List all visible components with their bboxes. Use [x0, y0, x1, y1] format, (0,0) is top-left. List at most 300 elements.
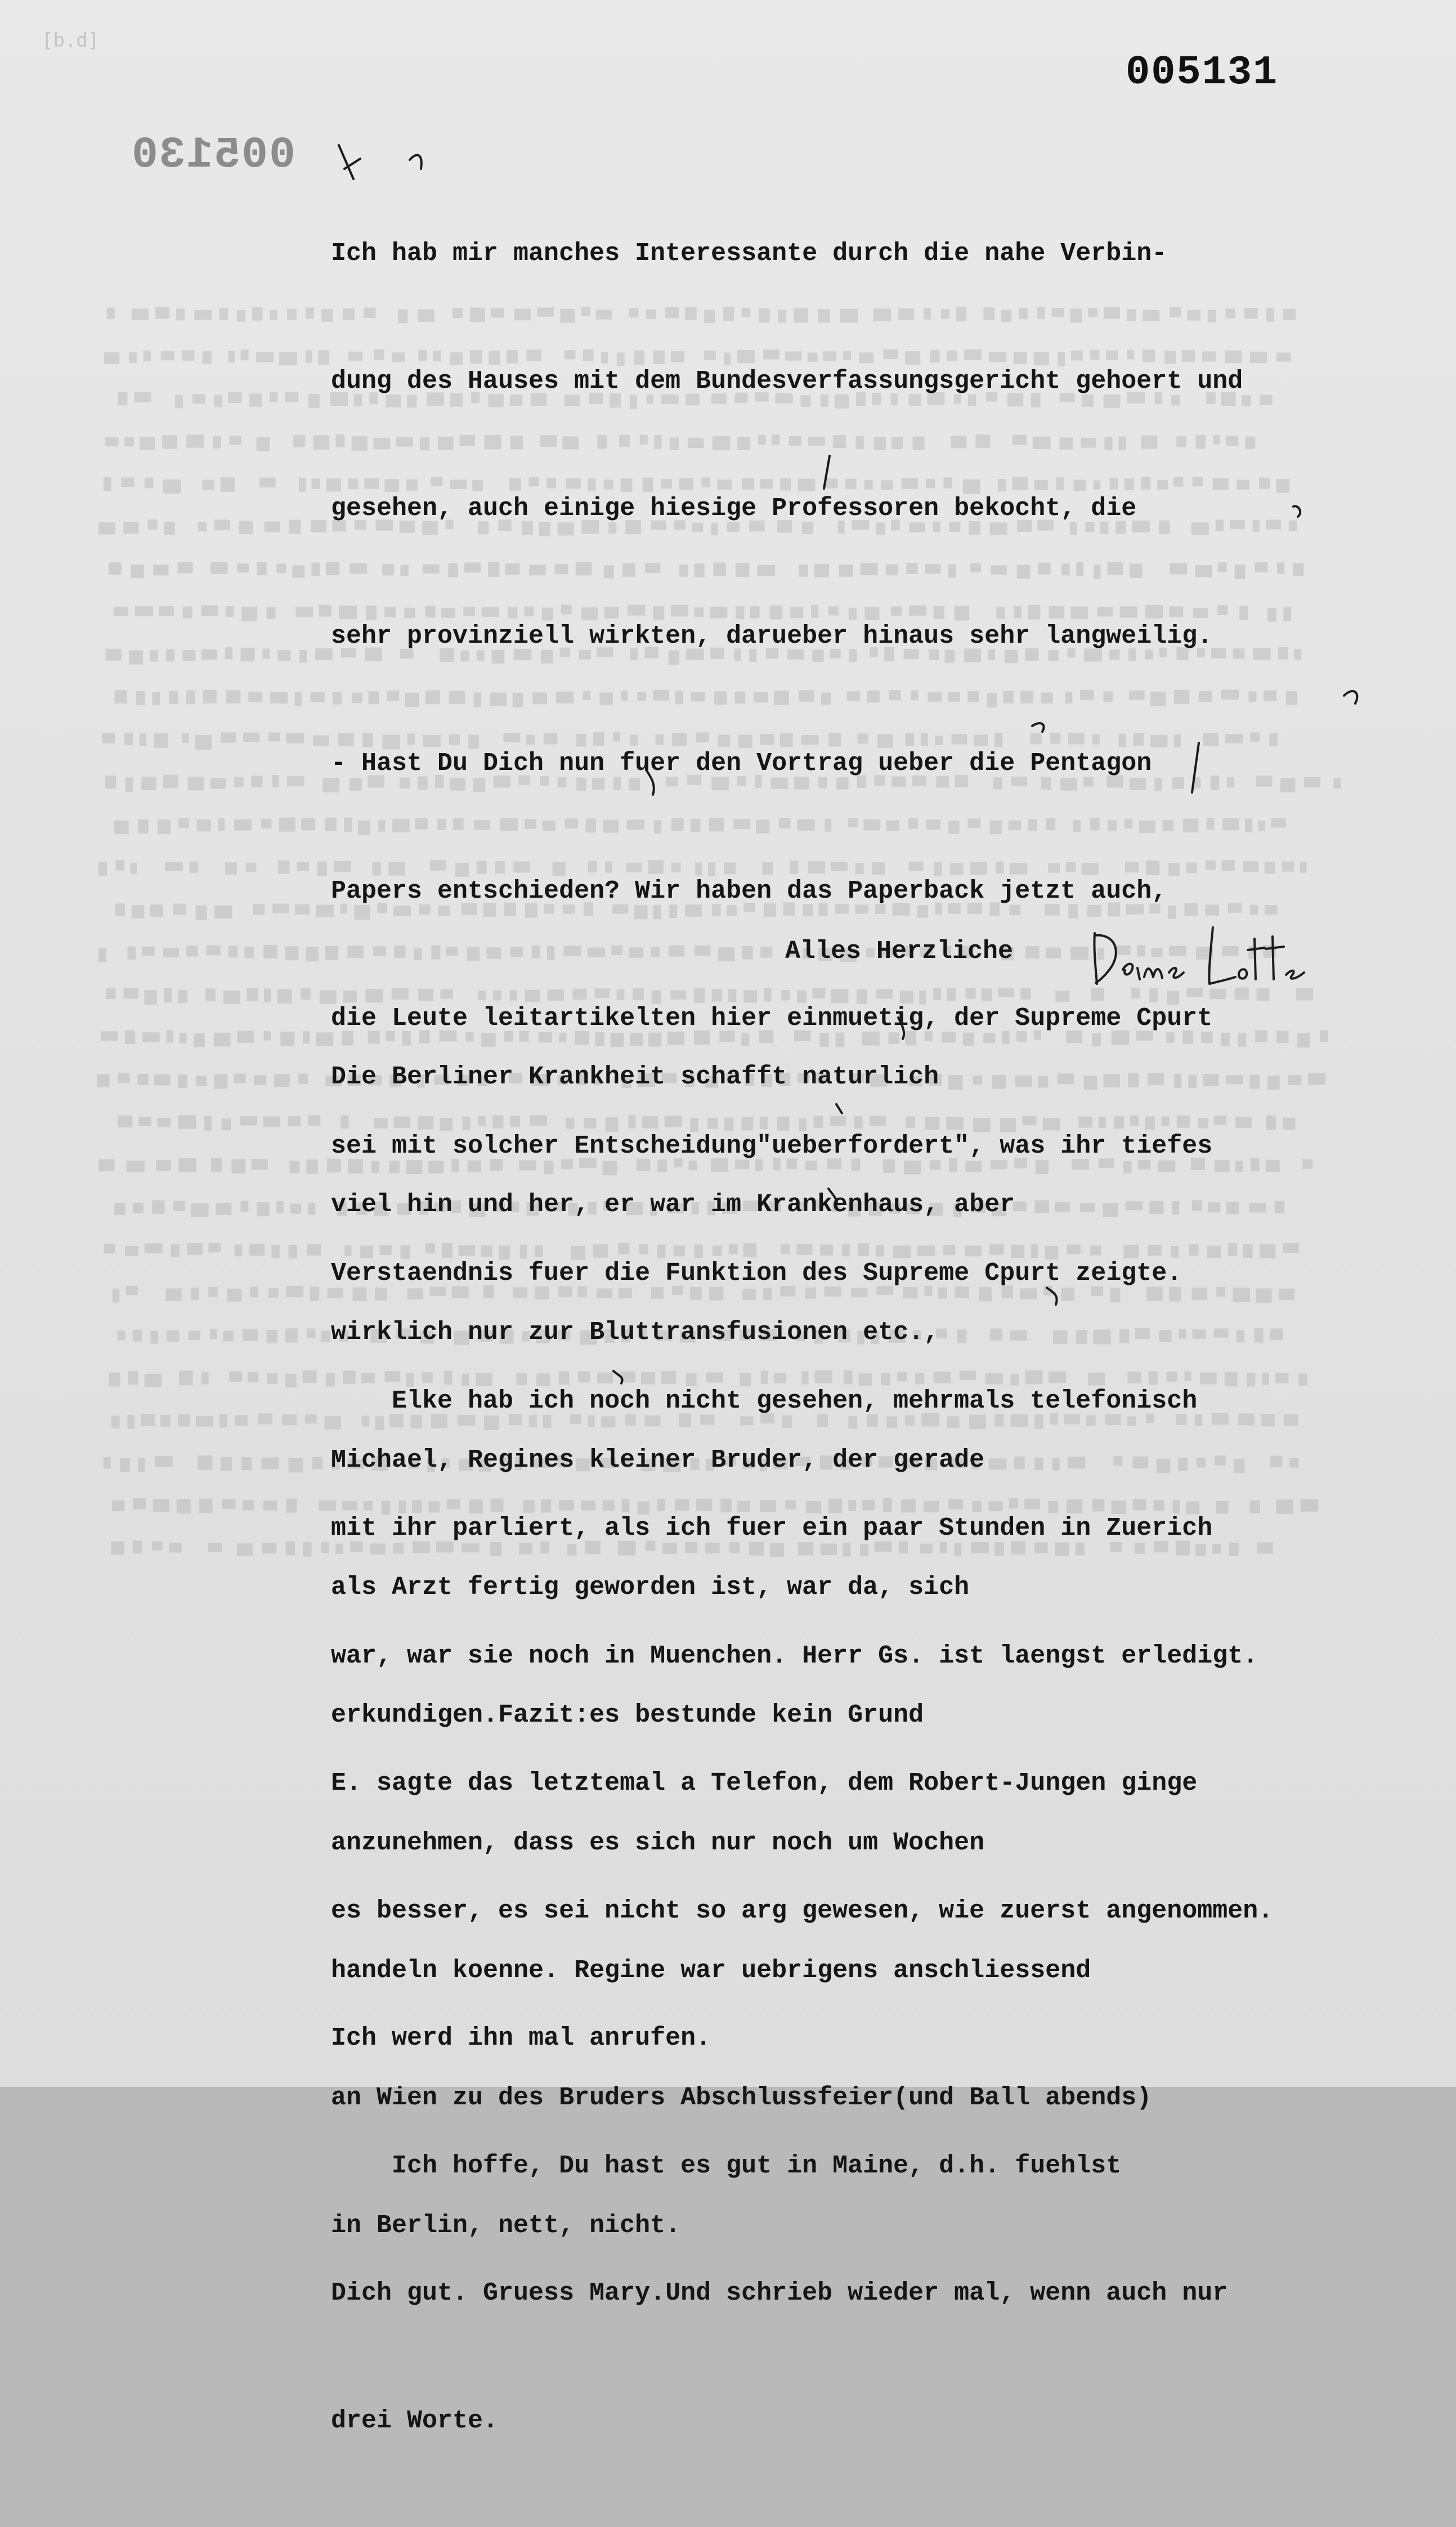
bleed-glyph: [1276, 479, 1290, 493]
bleed-glyph: [311, 563, 320, 576]
bleed-glyph: [109, 1373, 120, 1387]
letter-line: drei Worte.: [331, 2406, 499, 2435]
bleed-glyph: [317, 862, 327, 876]
bleed-glyph: [1297, 1033, 1310, 1048]
bleed-glyph: [214, 906, 232, 919]
bleed-glyph: [1275, 1373, 1288, 1383]
bleed-glyph: [210, 778, 226, 789]
bleed-glyph: [194, 310, 212, 320]
bleed-glyph: [129, 651, 143, 665]
bleed-glyph: [249, 393, 262, 407]
bleed-glyph: [1276, 1499, 1293, 1514]
bleed-glyph: [112, 1500, 124, 1511]
bleed-glyph: [133, 1203, 144, 1213]
bleed-glyph: [1283, 1243, 1299, 1253]
bleed-glyph: [303, 1542, 312, 1557]
bleed-glyph: [295, 692, 302, 706]
bleed-glyph: [234, 819, 252, 831]
letter-line: Verstaendnis fuer die Funktion des Supreme Cpurt zeigte.: [331, 1259, 1182, 1288]
bleed-glyph: [243, 1500, 254, 1511]
letter-line: Ich hoffe, Du hast es gut in Maine, d.h. fuehlst: [331, 2151, 1122, 2180]
bleed-glyph: [133, 1541, 142, 1554]
bleed-glyph: [191, 1288, 199, 1300]
bleed-glyph: [210, 1329, 217, 1339]
bleed-glyph: [299, 650, 307, 663]
bleed-glyph: [319, 350, 329, 365]
bleed-glyph: [231, 1159, 245, 1173]
bleed-glyph: [133, 1498, 146, 1509]
bleed-glyph: [177, 1499, 191, 1513]
letter-line: sei mit solcher Entscheidung"ueberfordert", was ihr tiefes: [331, 1131, 1213, 1161]
bleed-glyph: [1294, 649, 1302, 660]
bleed-glyph: [124, 437, 134, 446]
bleed-glyph: [132, 905, 145, 918]
postscript-line: Michael, Regines kleiner Bruder, der gerade: [331, 1445, 985, 1475]
bleed-glyph: [268, 732, 280, 741]
bleed-glyph: [214, 1033, 231, 1047]
bleed-glyph: [252, 307, 263, 321]
bleed-glyph: [289, 520, 301, 534]
bleed-glyph: [178, 1414, 190, 1427]
bleed-glyph: [166, 649, 175, 661]
bleed-glyph: [263, 945, 277, 958]
bleed-glyph: [1276, 353, 1291, 362]
bleed-glyph: [225, 647, 232, 659]
bleed-glyph: [237, 1543, 253, 1556]
bleed-glyph: [138, 1458, 145, 1472]
bleed-glyph: [1288, 1075, 1302, 1085]
bleed-glyph: [306, 351, 312, 363]
bleed-glyph: [118, 1073, 130, 1083]
bleed-glyph: [219, 308, 229, 321]
bleed-through-number: 005130: [131, 131, 295, 180]
bleed-glyph: [127, 1415, 135, 1429]
letter-line: es besser, es sei nicht so arg gewesen, wie zuerst angenommen.: [331, 1896, 1274, 1925]
bleed-glyph: [221, 732, 236, 742]
bleed-glyph: [98, 862, 107, 876]
bleed-glyph: [1302, 1159, 1312, 1169]
bleed-glyph: [150, 650, 158, 661]
bleed-glyph: [1320, 1030, 1328, 1042]
bleed-glyph: [118, 392, 127, 406]
document-number: 005131: [1126, 50, 1279, 96]
bleed-glyph: [312, 478, 320, 489]
bleed-glyph: [241, 350, 249, 360]
bleed-glyph: [208, 1287, 217, 1297]
bleed-glyph: [152, 1200, 164, 1214]
bleed-glyph: [196, 1416, 213, 1427]
bleed-glyph: [270, 310, 278, 320]
bleed-glyph: [285, 392, 299, 402]
bleed-glyph: [126, 777, 133, 792]
bleed-glyph: [227, 1289, 241, 1302]
bleed-glyph: [244, 947, 253, 958]
bleed-glyph: [221, 1457, 232, 1471]
bleed-glyph: [1308, 1073, 1325, 1085]
bleed-glyph: [105, 776, 117, 788]
bleed-glyph: [280, 1032, 294, 1046]
bleed-glyph: [159, 606, 174, 616]
bleed-glyph: [210, 562, 227, 574]
bleed-glyph: [223, 1330, 234, 1341]
bleed-glyph: [133, 1330, 142, 1342]
bleed-glyph: [253, 904, 265, 915]
bleed-glyph: [194, 1033, 205, 1047]
bleed-glyph: [313, 736, 329, 746]
bleed-glyph: [114, 607, 128, 616]
bleed-glyph: [223, 991, 240, 1004]
bleed-glyph: [192, 394, 205, 404]
bleed-glyph: [274, 1074, 290, 1087]
bleed-glyph: [125, 1246, 138, 1256]
bleed-glyph: [104, 1457, 111, 1469]
bleed-glyph: [114, 821, 129, 834]
bleed-glyph: [118, 1115, 133, 1127]
bleed-glyph: [1283, 1118, 1295, 1130]
bleed-glyph: [257, 562, 266, 576]
letter-line: dung des Hauses mit dem Bundesverfassungsgericht gehoert und: [331, 366, 1243, 396]
bleed-glyph: [153, 1499, 169, 1512]
letter-line: Dich gut. Gruess Mary.Und schrieb wieder mal, wenn auch nur: [331, 2279, 1228, 2308]
bleed-glyph: [158, 1118, 171, 1127]
bleed-glyph: [105, 437, 119, 446]
bleed-glyph: [111, 1542, 124, 1554]
letter-line: Elke hab ich noch nicht gesehen, mehrmals telefonisch: [331, 1386, 1198, 1415]
bleed-glyph: [216, 1203, 231, 1215]
bleed-glyph: [161, 351, 174, 361]
bleed-glyph: [207, 945, 221, 955]
bleed-glyph: [311, 520, 326, 532]
bleed-glyph: [120, 1458, 130, 1472]
bleed-glyph: [241, 1201, 249, 1212]
bleed-glyph: [198, 522, 207, 532]
bleed-glyph: [308, 394, 320, 408]
bleed-glyph: [226, 606, 234, 617]
bleed-glyph: [267, 1373, 277, 1384]
bleed-glyph: [145, 1243, 163, 1253]
bleed-glyph: [152, 1542, 162, 1551]
bleed-glyph: [178, 1115, 196, 1128]
letter-closing: Alles Herzliche: [785, 937, 1014, 966]
bleed-glyph: [169, 1543, 182, 1552]
bleed-glyph: [141, 1414, 154, 1426]
bleed-glyph: [310, 692, 325, 702]
bleed-glyph: [183, 650, 196, 661]
bleed-glyph: [243, 733, 259, 742]
bleed-glyph: [202, 480, 214, 490]
bleed-glyph: [1301, 1499, 1319, 1512]
postscript-line: erkundigen.Fazit:es bestunde kein Grund: [331, 1701, 924, 1730]
bleed-glyph: [305, 1414, 317, 1423]
bleed-glyph: [238, 1031, 254, 1043]
bleed-glyph: [1304, 777, 1320, 787]
bleed-glyph: [285, 946, 299, 960]
bleed-glyph: [142, 1032, 159, 1042]
bleed-glyph: [219, 1414, 227, 1427]
bleed-glyph: [1282, 862, 1294, 872]
bleed-glyph: [152, 692, 160, 705]
bleed-glyph: [321, 1331, 331, 1342]
bleed-glyph: [178, 1158, 196, 1172]
postscript-line: Die Berliner Krankheit schafft naturlich: [331, 1063, 939, 1092]
bleed-glyph: [264, 1031, 271, 1041]
bleed-glyph: [276, 1201, 284, 1213]
bleed-glyph: [1289, 521, 1297, 531]
bleed-glyph: [286, 733, 303, 743]
bleed-glyph: [230, 436, 241, 445]
bleed-glyph: [190, 862, 199, 873]
bleed-glyph: [307, 1244, 321, 1256]
bleed-glyph: [118, 1331, 126, 1341]
bleed-glyph: [167, 1030, 173, 1043]
bleed-glyph: [138, 819, 149, 834]
bleed-glyph: [228, 392, 241, 403]
bleed-glyph: [312, 1457, 322, 1469]
bleed-glyph: [137, 1074, 149, 1085]
bleed-glyph: [240, 1116, 257, 1125]
bleed-glyph: [315, 648, 333, 660]
bleed-glyph: [140, 437, 155, 450]
bleed-glyph: [142, 947, 155, 956]
bleed-glyph: [289, 1245, 298, 1258]
bleed-glyph: [306, 947, 319, 962]
letter-line: Ich werd ihn mal anrufen.: [331, 2024, 711, 2053]
bleed-glyph: [1293, 563, 1303, 576]
bleed-glyph: [164, 522, 175, 535]
bleed-glyph: [287, 309, 297, 320]
bleed-glyph: [165, 862, 183, 871]
bleed-glyph: [98, 948, 106, 962]
bleed-glyph: [203, 690, 216, 704]
bleed-glyph: [237, 310, 245, 322]
bleed-glyph: [211, 1158, 222, 1172]
bleed-glyph: [261, 1458, 279, 1469]
bleed-glyph: [295, 904, 310, 915]
bleed-glyph: [308, 1203, 315, 1215]
bleed-glyph: [144, 990, 156, 1005]
bleed-glyph: [221, 477, 235, 492]
bleed-glyph: [178, 818, 189, 828]
bleed-glyph: [235, 1415, 248, 1426]
bleed-glyph: [297, 862, 309, 872]
bleed-glyph: [187, 1243, 202, 1255]
bleed-glyph: [239, 521, 253, 534]
bleed-glyph: [106, 988, 116, 999]
letter-line: die Leute leitartikelten hier einmuetig, der Supreme Cpurt: [331, 1004, 1213, 1033]
bleed-glyph: [289, 1458, 303, 1472]
bleed-glyph: [276, 563, 286, 573]
bleed-glyph: [148, 519, 158, 530]
bleed-glyph: [101, 1031, 118, 1041]
bleed-glyph: [241, 1457, 252, 1470]
bleed-glyph: [167, 1330, 179, 1342]
bleed-glyph: [261, 819, 272, 829]
bleed-glyph: [162, 435, 177, 449]
bleed-glyph: [1279, 1289, 1294, 1301]
bleed-glyph: [298, 1074, 308, 1084]
bleed-glyph: [155, 307, 169, 319]
bleed-glyph: [169, 691, 178, 704]
bleed-glyph: [128, 1371, 138, 1385]
bleed-glyph: [1286, 691, 1297, 705]
bleed-glyph: [1284, 1414, 1298, 1426]
bleed-glyph: [123, 522, 138, 534]
bleed-glyph: [153, 564, 168, 575]
bleed-glyph: [307, 1328, 315, 1338]
bleed-glyph: [214, 519, 230, 530]
bleed-glyph: [124, 733, 133, 745]
bleed-glyph: [188, 777, 204, 791]
bleed-glyph: [141, 777, 156, 790]
bleed-glyph: [272, 904, 289, 913]
bleed-glyph: [249, 1244, 265, 1256]
bleed-glyph: [151, 1331, 158, 1344]
letter-line: Papers entschieden? Wir haben das Paperback jetzt auch,: [331, 876, 1167, 906]
bleed-glyph: [1300, 862, 1307, 873]
bleed-glyph: [248, 1372, 258, 1382]
bleed-glyph: [203, 351, 212, 364]
bleed-glyph: [251, 776, 263, 787]
bleed-glyph: [286, 1286, 303, 1297]
bleed-glyph: [199, 1499, 212, 1513]
bleed-glyph: [136, 691, 145, 705]
bleed-glyph: [180, 1033, 187, 1043]
corner-stamp: [b.d]: [42, 29, 100, 52]
bleed-glyph: [144, 351, 151, 362]
bleed-glyph: [115, 690, 127, 704]
bleed-glyph: [299, 478, 306, 492]
bleed-glyph: [257, 1202, 269, 1216]
bleed-glyph: [158, 819, 171, 834]
bleed-glyph: [279, 352, 297, 366]
bleed-glyph: [145, 478, 154, 489]
bleed-glyph: [301, 988, 311, 1000]
bleed-glyph: [105, 649, 121, 661]
bleed-glyph: [160, 1415, 171, 1427]
bleed-glyph: [196, 1076, 207, 1086]
bleed-glyph: [154, 733, 168, 748]
postscript-line: anzunehmen, dass es sich nur noch um Wochen: [331, 1828, 985, 1857]
bleed-glyph: [254, 1075, 267, 1085]
bleed-glyph: [208, 1543, 222, 1552]
bleed-glyph: [191, 1203, 208, 1217]
bleed-glyph: [125, 1030, 135, 1044]
bleed-glyph: [97, 1074, 110, 1087]
bleed-glyph: [228, 351, 235, 363]
bleed-glyph: [214, 1074, 227, 1088]
bleed-glyph: [173, 1201, 185, 1211]
bleed-glyph: [263, 1500, 277, 1510]
bleed-glyph: [267, 607, 276, 619]
bleed-glyph: [252, 1159, 268, 1170]
bleed-glyph: [286, 1499, 297, 1513]
bleed-glyph: [183, 607, 192, 619]
bleed-glyph: [303, 1370, 317, 1383]
bleed-glyph: [218, 818, 225, 831]
bleed-glyph: [104, 352, 119, 364]
postscript: [331, 971, 1152, 2332]
bleed-glyph: [1275, 1201, 1285, 1213]
bleed-glyph: [285, 1374, 297, 1388]
bleed-glyph: [116, 860, 124, 870]
bleed-glyph: [166, 1288, 182, 1301]
bleed-glyph: [308, 1115, 320, 1126]
bleed-glyph: [182, 733, 189, 743]
bleed-glyph: [102, 733, 115, 743]
bleed-glyph: [104, 477, 111, 491]
bleed-glyph: [235, 1245, 243, 1257]
bleed-glyph: [1278, 647, 1288, 660]
bleed-glyph: [272, 775, 279, 787]
bleed-glyph: [313, 435, 329, 449]
letter-line: war, war sie noch in Muenchen. Herr Gs. ist laengst erledigt.: [331, 1641, 1258, 1670]
bleed-glyph: [131, 564, 144, 578]
postscript-line: in Berlin, nett, nicht.: [331, 2211, 681, 2241]
bleed-glyph: [182, 351, 195, 361]
bleed-glyph: [198, 1455, 212, 1470]
bleed-glyph: [178, 990, 188, 1003]
bleed-glyph: [287, 776, 304, 786]
bleed-glyph: [248, 692, 262, 702]
postscript-line: wirklich nur zur Bluttransfusionen etc.,: [331, 1318, 939, 1347]
postscript-line: an Wien zu des Bruders Abschlussfeier(und Ball abends): [331, 2084, 1152, 2113]
bleed-glyph: [205, 988, 216, 1001]
bleed-glyph: [1298, 1373, 1307, 1386]
postscript-line: als Arzt fertig geworden ist, war da, sich: [331, 1573, 970, 1602]
bleed-glyph: [1283, 607, 1291, 621]
bleed-glyph: [257, 437, 270, 451]
bleed-glyph: [237, 563, 249, 572]
bleed-glyph: [288, 1116, 301, 1126]
bleed-glyph: [250, 1287, 258, 1297]
bleed-glyph: [156, 1160, 171, 1171]
bleed-glyph: [290, 1161, 300, 1173]
bleed-glyph: [177, 562, 192, 573]
bleed-glyph: [1276, 1031, 1288, 1043]
letter-line: mit ihr parliert, als ich fuer ein paar Stunden in Zuerich: [331, 1514, 1213, 1543]
bleed-glyph: [243, 1329, 258, 1341]
bleed-glyph: [135, 606, 153, 616]
bleed-glyph: [186, 946, 198, 957]
bleed-glyph: [150, 904, 163, 917]
bleed-glyph: [171, 1244, 180, 1257]
postscript-line: viel hin und her, er war im Krankenhaus, aber: [331, 1190, 1015, 1219]
bleed-glyph: [256, 352, 274, 362]
bleed-glyph: [201, 649, 217, 660]
bleed-glyph: [163, 480, 181, 494]
bleed-glyph: [213, 436, 221, 448]
bleed-glyph: [145, 1374, 162, 1387]
bleed-glyph: [115, 903, 125, 916]
bleed-glyph: [109, 562, 122, 575]
bleed-glyph: [303, 1031, 310, 1043]
bleed-glyph: [114, 1203, 126, 1215]
bleed-glyph: [306, 1159, 317, 1173]
bleed-glyph: [263, 1117, 280, 1127]
bleed-glyph: [130, 863, 137, 873]
bleed-glyph: [268, 1288, 279, 1298]
bleed-glyph: [138, 1117, 151, 1126]
bleed-glyph: [290, 1204, 301, 1214]
bleed-glyph: [175, 395, 183, 408]
bleed-glyph: [306, 307, 314, 319]
bleed-glyph: [247, 988, 258, 1001]
bleed-glyph: [278, 861, 289, 874]
bleed-glyph: [310, 1287, 319, 1301]
bleed-glyph: [265, 521, 280, 532]
bleed-glyph: [301, 818, 315, 830]
bleed-glyph: [176, 308, 185, 320]
